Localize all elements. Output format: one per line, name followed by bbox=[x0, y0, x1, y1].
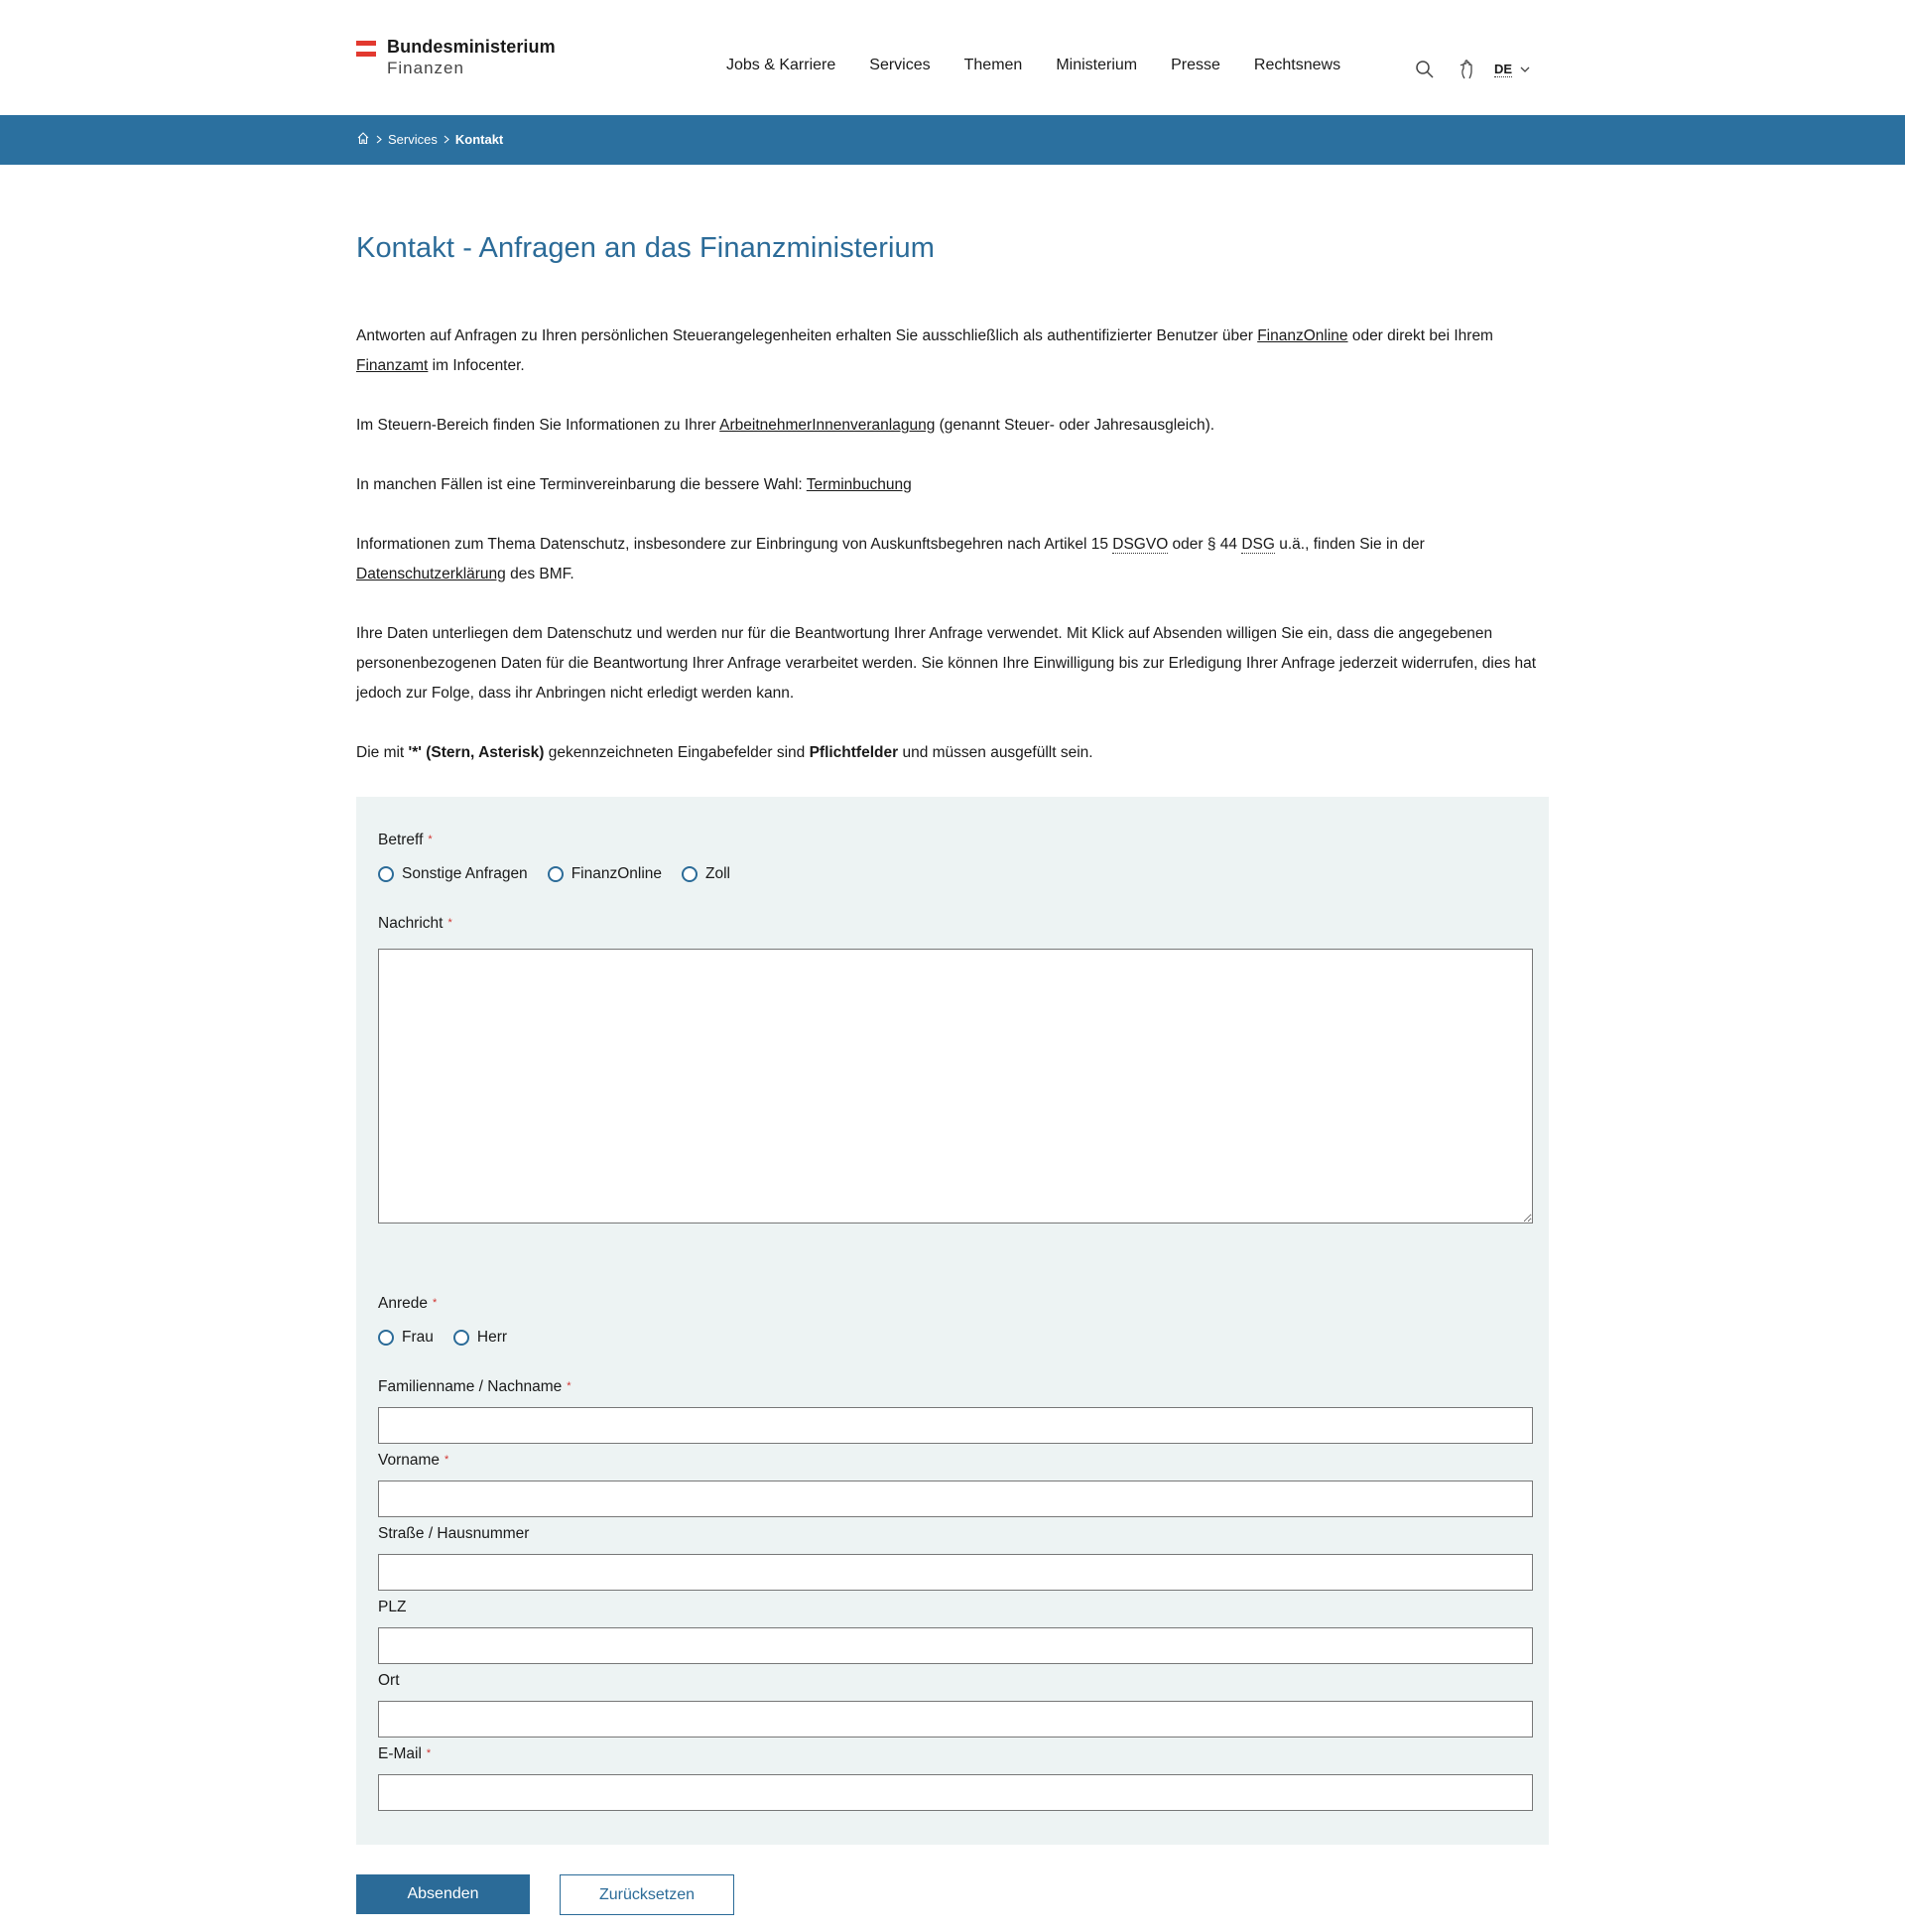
text: u.ä., finden Sie in der bbox=[1274, 536, 1425, 553]
datenschutzerklaerung-link[interactable]: Datenschutzerklärung bbox=[356, 566, 506, 582]
breadcrumb-services[interactable]: Services bbox=[388, 132, 438, 147]
required-marker: * bbox=[444, 1454, 449, 1466]
nav-services[interactable]: Services bbox=[869, 57, 931, 73]
vorname-label bbox=[378, 1452, 448, 1470]
intro-paragraph bbox=[356, 322, 1549, 381]
chevron-down-icon bbox=[1520, 66, 1530, 72]
nav-presse[interactable]: Presse bbox=[1171, 57, 1220, 73]
privacy-notice: Ihre Daten unterliegen dem Datenschutz und werden nur für die Beantwortung Ihrer Anfrage verwendet. Mit Klick auf Absenden willigen Sie ein, dass die angegebenen personenbezogenen Daten für die Beantwortung Ihrer Anfrage verarbeitet werden. Sie können Ihre Einwilligung bis zur Erledigung Ihrer Anfrage jederzeit widerrufen, dies hat jedoch zur Folge, dass ihr Anbringen nicht erledigt werden kann. bbox=[356, 625, 1537, 702]
required-marker: * bbox=[447, 917, 452, 929]
betreff-label bbox=[378, 832, 433, 849]
austria-flag-icon bbox=[356, 41, 376, 57]
breadcrumb-current: Kontakt bbox=[454, 132, 504, 147]
intro-text bbox=[356, 322, 1549, 798]
radio-finanzonline[interactable] bbox=[548, 865, 662, 883]
anrede-label-text: Anrede bbox=[378, 1295, 428, 1312]
email-label bbox=[378, 1745, 431, 1763]
radio-circle-icon bbox=[378, 866, 394, 882]
nachname-label-text: Familienname / Nachname bbox=[378, 1378, 563, 1395]
nav-jobs-karriere[interactable]: Jobs & Karriere bbox=[726, 57, 836, 73]
logo-subtitle: Finanzen bbox=[387, 59, 464, 77]
text: des BMF. bbox=[505, 566, 574, 582]
chevron-right-icon bbox=[376, 135, 382, 144]
page-title: Kontakt - Anfragen an das Finanzministerium bbox=[356, 232, 935, 264]
intro-paragraph bbox=[356, 470, 1549, 500]
radio-label: Sonstige Anfragen bbox=[402, 865, 528, 882]
text: und müssen ausgefüllt sein. bbox=[898, 744, 1093, 761]
finanzamt-link[interactable]: Finanzamt bbox=[356, 357, 429, 374]
arbeitnehmerveranlagung-link[interactable]: ArbeitnehmerInnenveranlagung bbox=[719, 417, 936, 434]
breadcrumb-bar bbox=[0, 115, 1905, 165]
logo-title: Bundesministerium bbox=[387, 37, 556, 57]
intro-paragraph bbox=[356, 530, 1549, 589]
radio-label: Herr bbox=[476, 1329, 508, 1346]
radio-zoll[interactable] bbox=[682, 865, 730, 883]
chevron-right-icon bbox=[444, 135, 449, 144]
required-marker: * bbox=[567, 1380, 572, 1392]
anrede-label bbox=[378, 1295, 437, 1313]
ort-input[interactable] bbox=[378, 1701, 1533, 1738]
text: Im Steuern-Bereich finden Sie Informationen zu Ihrer bbox=[356, 417, 720, 434]
required-marker: * bbox=[426, 1747, 432, 1759]
language-code: DE bbox=[1494, 61, 1513, 76]
nachricht-label-text: Nachricht bbox=[378, 915, 444, 932]
text: oder § 44 bbox=[1168, 536, 1242, 553]
finanzonline-link[interactable]: FinanzOnline bbox=[1257, 327, 1348, 344]
radio-label: FinanzOnline bbox=[571, 865, 663, 882]
header-tools bbox=[1413, 58, 1530, 81]
text: Informationen zum Thema Datenschutz, insbesondere zur Einbringung von Auskunftsbegehren nach Artikel 15 bbox=[356, 536, 1113, 553]
vorname-label-text: Vorname bbox=[378, 1452, 441, 1469]
plz-input[interactable] bbox=[378, 1627, 1533, 1664]
text: Die mit bbox=[356, 744, 409, 761]
strasse-label: Straße / Hausnummer bbox=[378, 1525, 530, 1542]
terminbuchung-link[interactable]: Terminbuchung bbox=[806, 476, 912, 493]
text: oder direkt bei Ihrem bbox=[1347, 327, 1493, 344]
asterisk-note: '*' (Stern, Asterisk) bbox=[408, 744, 545, 761]
main-navigation bbox=[726, 57, 1340, 74]
nav-ministerium[interactable]: Ministerium bbox=[1056, 57, 1138, 73]
radio-circle-icon bbox=[378, 1330, 394, 1346]
submit-button[interactable]: Absenden bbox=[356, 1874, 530, 1914]
radio-circle-icon bbox=[548, 866, 564, 882]
ort-label: Ort bbox=[378, 1672, 400, 1689]
radio-herr[interactable] bbox=[453, 1329, 507, 1347]
betreff-radio-group bbox=[378, 865, 730, 883]
radio-sonstige-anfragen[interactable] bbox=[378, 865, 528, 883]
dsgvo-abbr: DSGVO bbox=[1112, 536, 1169, 553]
pflichtfelder-note: Pflichtfelder bbox=[809, 744, 899, 761]
strasse-input[interactable] bbox=[378, 1554, 1533, 1591]
radio-circle-icon bbox=[682, 866, 698, 882]
nav-rechtsnews[interactable]: Rechtsnews bbox=[1253, 57, 1341, 73]
nav-themen[interactable]: Themen bbox=[963, 57, 1023, 73]
text: (genannt Steuer- oder Jahresausgleich). bbox=[935, 417, 1215, 434]
vorname-input[interactable] bbox=[378, 1481, 1533, 1517]
reset-button[interactable]: Zurücksetzen bbox=[560, 1874, 734, 1915]
anrede-radio-group bbox=[378, 1329, 507, 1347]
radio-frau[interactable] bbox=[378, 1329, 434, 1347]
nachname-input[interactable] bbox=[378, 1407, 1533, 1444]
plz-label: PLZ bbox=[378, 1599, 407, 1615]
text: In manchen Fällen ist eine Terminvereinbarung die bessere Wahl: bbox=[356, 476, 807, 493]
nachricht-textarea[interactable] bbox=[378, 949, 1533, 1224]
ministry-logo[interactable] bbox=[356, 36, 556, 79]
language-selector[interactable] bbox=[1494, 63, 1530, 77]
text: Antworten auf Anfragen zu Ihren persönlichen Steuerangelegenheiten erhalten Sie ausschließlich als authentifizierter Benutzer über bbox=[356, 327, 1258, 344]
contact-form bbox=[356, 797, 1549, 1845]
radio-label: Zoll bbox=[705, 865, 730, 882]
radio-label: Frau bbox=[402, 1329, 434, 1346]
home-icon[interactable] bbox=[356, 131, 370, 148]
required-marker: * bbox=[432, 1297, 438, 1309]
site-header bbox=[0, 0, 1905, 115]
intro-paragraph bbox=[356, 411, 1549, 441]
text: gekennzeichneten Eingabefelder sind bbox=[544, 744, 810, 761]
betreff-label-text: Betreff bbox=[378, 832, 424, 848]
required-marker: * bbox=[428, 834, 433, 845]
nachname-label bbox=[378, 1378, 572, 1396]
text: im Infocenter. bbox=[428, 357, 525, 374]
email-input[interactable] bbox=[378, 1774, 1533, 1811]
accessibility-icon[interactable] bbox=[1456, 58, 1479, 81]
required-fields-note bbox=[356, 738, 1549, 768]
nachricht-label bbox=[378, 915, 452, 933]
radio-circle-icon bbox=[453, 1330, 469, 1346]
email-label-text: E-Mail bbox=[378, 1745, 422, 1762]
breadcrumb bbox=[356, 131, 503, 148]
search-icon[interactable] bbox=[1413, 58, 1437, 81]
dsg-abbr: DSG bbox=[1241, 536, 1275, 553]
